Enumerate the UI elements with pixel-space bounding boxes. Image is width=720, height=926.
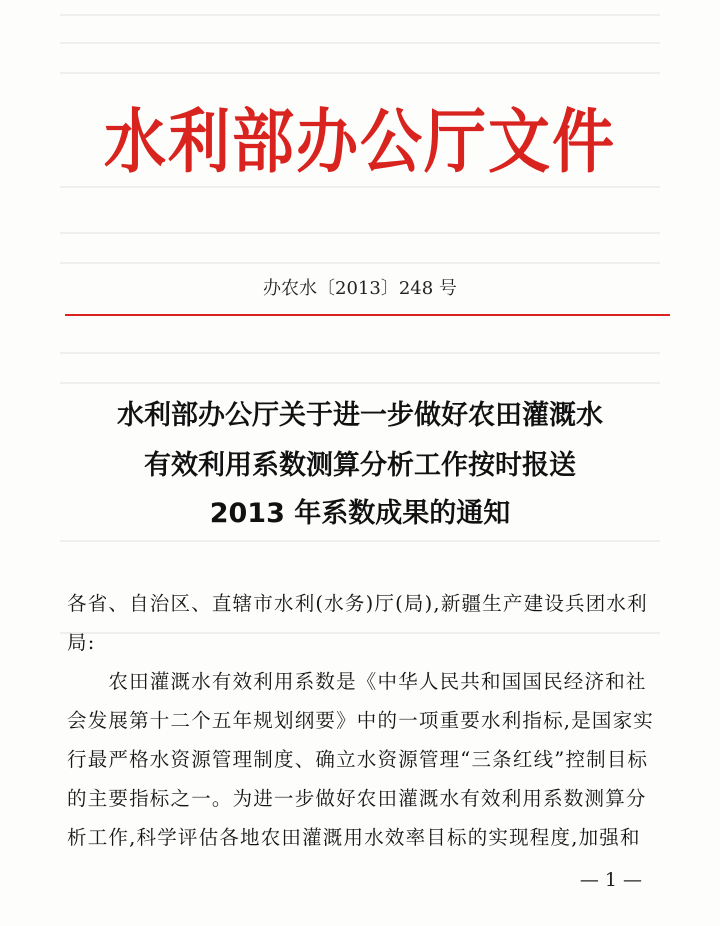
- show-through-line: [60, 42, 660, 44]
- notice-title-line-1: 水利部办公厅关于进一步做好农田灌溉水: [117, 400, 603, 431]
- body-text-line: 局:: [67, 631, 96, 654]
- document-header-title: 水利部办公厅文件: [103, 100, 616, 183]
- show-through-line: [60, 262, 660, 264]
- body-text-line: 各省、自治区、直辖市水利(水务)厅(局),新疆生产建设兵团水利: [67, 592, 648, 615]
- body-text-line: 行最严格水资源管理制度、确立水资源管理“三条红线”控制目标: [67, 748, 649, 771]
- red-divider-line: [65, 314, 670, 316]
- show-through-line: [60, 382, 660, 384]
- show-through-line: [60, 352, 660, 354]
- show-through-line: [60, 14, 660, 16]
- page-number: — 1 —: [579, 869, 642, 891]
- show-through-line: [60, 232, 660, 234]
- body-text-line: 农田灌溉水有效利用系数是《中华人民共和国国民经济和社: [67, 670, 647, 693]
- show-through-line: [60, 72, 660, 74]
- body-text-line: 的主要指标之一。为进一步做好农田灌溉水有效利用系数测算分: [67, 787, 647, 810]
- page-number-footer: [0, 869, 720, 891]
- document-number: 办农水〔2013〕248 号: [263, 278, 457, 299]
- notice-title-line-3: 2013 年系数成果的通知: [209, 498, 511, 529]
- body-text-line: 析工作,科学评估各地农田灌溉用水效率目标的实现程度,加强和: [67, 826, 641, 849]
- show-through-line: [60, 540, 660, 542]
- body-text-line: 会发展第十二个五年规划纲要》中的一项重要水利指标,是国家实: [67, 709, 654, 732]
- notice-title-line-2: 有效利用系数测算分析工作按时报送: [144, 450, 576, 481]
